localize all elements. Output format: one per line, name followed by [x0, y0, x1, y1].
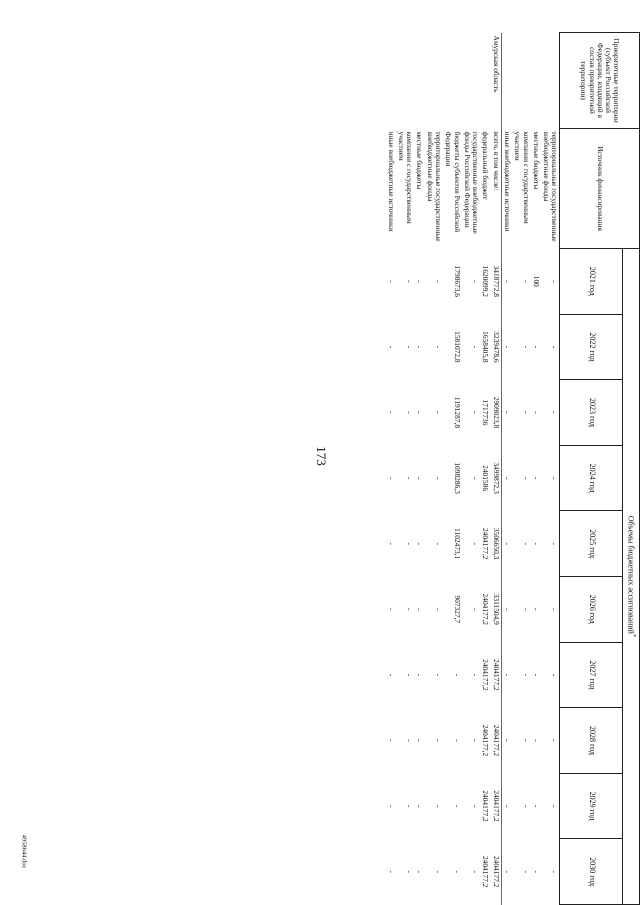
value-cell: -	[434, 870, 444, 873]
source-cell: бюджеты субъектов Российской Федерации	[444, 131, 462, 233]
value-cell: -	[521, 542, 531, 545]
source-cell: государственные внебюджетные фонды Российской Федерации	[462, 131, 481, 234]
header-territory: Приоритетные территории (субъект Российской Федерации, входящий в состав приоритетной территории)	[560, 33, 640, 129]
value-cell: -	[386, 476, 396, 480]
value-cell: -	[502, 280, 512, 283]
value-cell: -	[405, 870, 415, 873]
source-cell: территориальные государственные внебюджетные фонды	[425, 131, 444, 242]
value-cell: 1102473,1	[452, 528, 462, 560]
value-cell: -	[521, 345, 531, 349]
value-cell: -	[405, 673, 415, 677]
value-cell: -	[386, 739, 396, 742]
header-year: 2028 год	[560, 708, 623, 774]
value-cell: 2404177,2	[481, 855, 491, 888]
value-cell: -	[405, 542, 415, 545]
value-cell: -	[434, 280, 444, 283]
value-cell: -	[471, 608, 481, 611]
source-cell: местные бюджеты	[415, 131, 425, 190]
table-row	[385, 33, 395, 905]
region-cell	[385, 33, 395, 129]
region-cell: Амурская область	[490, 33, 501, 129]
value-cell: -	[521, 411, 531, 414]
value-cell: -	[531, 608, 541, 611]
value-cell: 1717736	[481, 399, 491, 426]
footnote-mark: *	[630, 633, 637, 638]
value-cell: -	[415, 345, 425, 349]
header-budget-group	[623, 249, 640, 905]
source-cell: всего, в том числе:	[490, 129, 501, 249]
region-cell	[396, 33, 415, 129]
value-cell: -	[550, 739, 560, 742]
value-cell: 2404177,2	[490, 773, 501, 839]
value-cell: -	[405, 804, 415, 808]
value-cell: -	[531, 739, 541, 742]
value-cell: 1191287,8	[452, 396, 462, 429]
budget-table	[385, 32, 640, 905]
value-cell: -	[405, 476, 415, 480]
value-cell: -	[550, 542, 560, 545]
header-year: 2026 год	[560, 576, 623, 642]
value-cell: 1658405,8	[481, 331, 491, 363]
value-cell: -	[415, 476, 425, 480]
value-cell: 3311504,9	[490, 576, 501, 642]
source-cell: федеральный бюджет	[481, 131, 491, 200]
table-row	[541, 33, 560, 905]
value-cell: -	[502, 542, 512, 545]
value-cell: 2401586	[481, 465, 491, 492]
region-cell	[512, 33, 531, 129]
header-year: 2023 год	[560, 380, 623, 446]
value-cell: -	[415, 280, 425, 283]
value-cell: -	[521, 739, 531, 742]
header-year: 2022 год	[560, 314, 623, 380]
value-cell: -	[550, 280, 560, 283]
source-cell: компании с государственным участием	[396, 131, 415, 224]
value-cell: -	[415, 542, 425, 545]
value-cell: -	[531, 345, 541, 349]
value-cell: -	[502, 345, 512, 349]
value-cell: -	[434, 739, 444, 742]
value-cell: -	[550, 870, 560, 873]
region-cell	[414, 33, 424, 129]
value-cell: -	[521, 673, 531, 677]
value-cell: 1581072,8	[452, 331, 462, 363]
value-cell: 2404177,2	[490, 642, 501, 708]
value-cell: -	[531, 476, 541, 480]
source-cell: иные внебюджетные источники	[386, 131, 396, 232]
value-cell: 100	[531, 275, 541, 287]
value-cell: -	[531, 804, 541, 808]
value-cell: -	[502, 476, 512, 480]
value-cell: -	[434, 804, 444, 808]
value-cell: -	[386, 608, 396, 611]
value-cell: -	[471, 739, 481, 742]
value-cell: 3506650,3	[490, 511, 501, 577]
value-cell: -	[452, 804, 462, 808]
region-cell	[501, 33, 512, 129]
value-cell: -	[471, 345, 481, 349]
value-cell: -	[521, 608, 531, 611]
header-year: 2021 год	[560, 249, 623, 315]
value-cell: -	[434, 411, 444, 414]
value-cell: -	[415, 739, 425, 742]
value-cell: -	[521, 476, 531, 480]
value-cell: 3418772,8	[490, 249, 501, 315]
table-row	[480, 33, 490, 905]
document-id: 4958644.doc	[20, 834, 28, 869]
value-cell: -	[415, 804, 425, 808]
value-cell: 2404177,2	[481, 724, 491, 757]
value-cell: -	[502, 804, 512, 808]
value-cell: -	[502, 673, 512, 677]
value-cell: -	[471, 280, 481, 283]
table-row	[443, 33, 462, 905]
value-cell: -	[415, 870, 425, 873]
value-cell: -	[471, 542, 481, 545]
value-cell: -	[471, 870, 481, 873]
source-cell: местные бюджеты	[531, 131, 541, 190]
value-cell: -	[550, 608, 560, 611]
value-cell: 2404177,2	[481, 790, 491, 822]
table-row	[424, 33, 443, 905]
value-cell: -	[405, 411, 415, 414]
header-source: Источник финансирования	[560, 129, 640, 249]
value-cell: -	[521, 280, 531, 283]
value-cell: -	[415, 608, 425, 611]
value-cell: 2404177,2	[490, 708, 501, 774]
value-cell: -	[502, 411, 512, 414]
value-cell: -	[415, 673, 425, 677]
value-cell: -	[550, 411, 560, 414]
header-year: 2030 год	[560, 839, 623, 905]
source-cell: компании с государственным участием	[513, 131, 531, 224]
value-cell: -	[386, 345, 396, 349]
value-cell: -	[452, 739, 462, 742]
value-cell: -	[531, 673, 541, 677]
value-cell: 907327,7	[452, 595, 462, 624]
header-budget-group-label: Объемы бюджетных ассигнований	[626, 515, 636, 634]
value-cell: -	[434, 542, 444, 545]
page-number: 173	[314, 446, 329, 466]
value-cell: -	[550, 345, 560, 349]
value-cell: 1620099,2	[481, 265, 491, 297]
value-cell: -	[405, 739, 415, 742]
value-cell: -	[521, 804, 531, 808]
region-cell	[480, 33, 490, 129]
value-cell: 2909023,8	[490, 380, 501, 446]
value-cell: -	[531, 542, 541, 545]
value-cell: 2404177,2	[481, 659, 491, 691]
value-cell: 1798673,6	[452, 265, 462, 297]
value-cell: -	[415, 411, 425, 414]
table-row	[396, 33, 415, 905]
source-cell: территориальные государственные внебюджетные фонды	[542, 131, 560, 242]
value-cell: -	[386, 411, 396, 414]
value-cell: -	[434, 476, 444, 480]
region-cell	[541, 33, 560, 129]
value-cell: -	[386, 804, 396, 808]
header-year: 2029 год	[560, 773, 623, 839]
header-year: 2027 год	[560, 642, 623, 708]
region-cell	[443, 33, 462, 129]
value-cell: -	[405, 280, 415, 283]
table-row	[414, 33, 424, 905]
region-cell	[424, 33, 443, 129]
header-year: 2024 год	[560, 445, 623, 511]
table-row	[462, 33, 481, 905]
value-cell: -	[471, 804, 481, 808]
value-cell: -	[471, 673, 481, 677]
value-cell: 2404177,2	[481, 527, 491, 560]
value-cell: -	[550, 673, 560, 677]
value-cell: -	[531, 870, 541, 873]
source-cell: иные внебюджетные источники	[502, 131, 512, 232]
value-cell: -	[471, 411, 481, 414]
value-cell: -	[502, 870, 512, 873]
header-year: 2025 год	[560, 511, 623, 577]
value-cell: -	[550, 804, 560, 808]
value-cell: -	[405, 345, 415, 349]
region-cell	[462, 33, 481, 129]
value-cell: -	[531, 411, 541, 414]
value-cell: 3239478,6	[490, 314, 501, 380]
value-cell: -	[386, 280, 396, 283]
table-row	[490, 33, 501, 905]
value-cell: 2404177,2	[481, 593, 491, 625]
value-cell: -	[550, 476, 560, 480]
rotated-table-container	[76, 32, 640, 904]
table-row	[531, 33, 541, 905]
value-cell: -	[434, 345, 444, 349]
value-cell: -	[386, 542, 396, 545]
value-cell: -	[386, 673, 396, 677]
region-cell	[531, 33, 541, 129]
value-cell: -	[502, 739, 512, 742]
value-cell: -	[405, 608, 415, 611]
table-row	[501, 33, 512, 905]
value-cell: -	[502, 608, 512, 611]
value-cell: -	[452, 870, 462, 873]
value-cell: -	[386, 870, 396, 873]
value-cell: -	[521, 870, 531, 873]
table-row	[512, 33, 531, 905]
value-cell: -	[434, 673, 444, 677]
value-cell: 3499872,3	[490, 445, 501, 511]
value-cell: 1098286,3	[452, 462, 462, 494]
value-cell: -	[434, 608, 444, 611]
value-cell: 2404177,2	[490, 839, 501, 905]
value-cell: -	[452, 673, 462, 677]
value-cell: -	[471, 476, 481, 480]
